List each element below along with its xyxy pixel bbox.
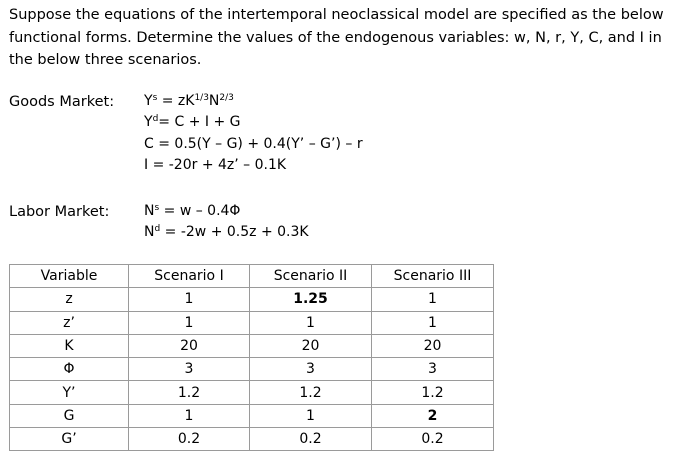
- value-cell: 1: [250, 311, 372, 334]
- labor-supply-equation: $N^s = w - 0.4\Phi$: [144, 203, 241, 219]
- value-cell: 20: [250, 334, 372, 357]
- value-cell: 1: [129, 404, 250, 427]
- value-cell: 0.2: [372, 428, 494, 451]
- value-cell: 20: [129, 334, 250, 357]
- table-row: [10, 404, 494, 427]
- labor-market-equations: [144, 201, 309, 244]
- problem-statement: Suppose the equations of the intertemporal neoclassical model are specified as the below functional forms. Determine the values of the endogenous variables: w, N, r, Y, C, and I in the below three scenarios.: [9, 7, 664, 68]
- investment-equation: I = -20r + 4z’ – 0.1K: [144, 157, 287, 174]
- table-row: [10, 358, 494, 381]
- table-row: [10, 428, 494, 451]
- table-row: [10, 311, 494, 334]
- value-cell: 1: [129, 311, 250, 334]
- column-header-scenario-2: Scenario II: [250, 265, 372, 288]
- column-header-variable: Variable: [10, 265, 129, 288]
- table-header-row: [10, 265, 494, 288]
- variable-cell: Φ: [10, 358, 129, 381]
- goods-market-label: Goods Market:: [9, 94, 115, 110]
- column-header-scenario-1: Scenario I: [129, 265, 250, 288]
- value-cell: 1.2: [250, 381, 372, 404]
- supply-equation: $Y^s = zK^{1/3}N^{2/3}$: [144, 93, 234, 109]
- variable-cell: G: [10, 404, 129, 427]
- table-row: [10, 334, 494, 357]
- column-header-scenario-3: Scenario III: [372, 265, 494, 288]
- variable-cell: G’: [10, 428, 129, 451]
- value-cell: 0.2: [129, 428, 250, 451]
- value-cell: 3: [129, 358, 250, 381]
- value-cell: 0.2: [250, 428, 372, 451]
- value-cell: 1.2: [372, 381, 494, 404]
- value-cell: 1: [250, 404, 372, 427]
- value-cell: 1: [372, 288, 494, 311]
- table-row: [10, 381, 494, 404]
- goods-market-equations: [144, 91, 363, 177]
- value-cell: 3: [372, 358, 494, 381]
- labor-demand-equation: $N^d = -2w + 0.5z + 0.3K$: [144, 224, 309, 241]
- value-cell: 1.2: [129, 381, 250, 404]
- demand-equation: $Y^d= C + I + G$: [144, 114, 241, 131]
- variable-cell: Y’: [10, 381, 129, 404]
- variable-cell: K: [10, 334, 129, 357]
- value-cell: 1: [129, 288, 250, 311]
- variable-cell: z’: [10, 311, 129, 334]
- value-cell: 1: [372, 311, 494, 334]
- labor-market-label: Labor Market:: [9, 204, 110, 220]
- value-cell: 20: [372, 334, 494, 357]
- variable-cell: z: [10, 288, 129, 311]
- value-cell: 3: [250, 358, 372, 381]
- value-cell: 2: [372, 404, 494, 427]
- value-cell: 1.25: [250, 288, 372, 311]
- consumption-equation: C = 0.5(Y – G) + 0.4(Y’ – G’) – r: [144, 135, 363, 152]
- table-row: [10, 288, 494, 311]
- scenario-table: [9, 264, 494, 451]
